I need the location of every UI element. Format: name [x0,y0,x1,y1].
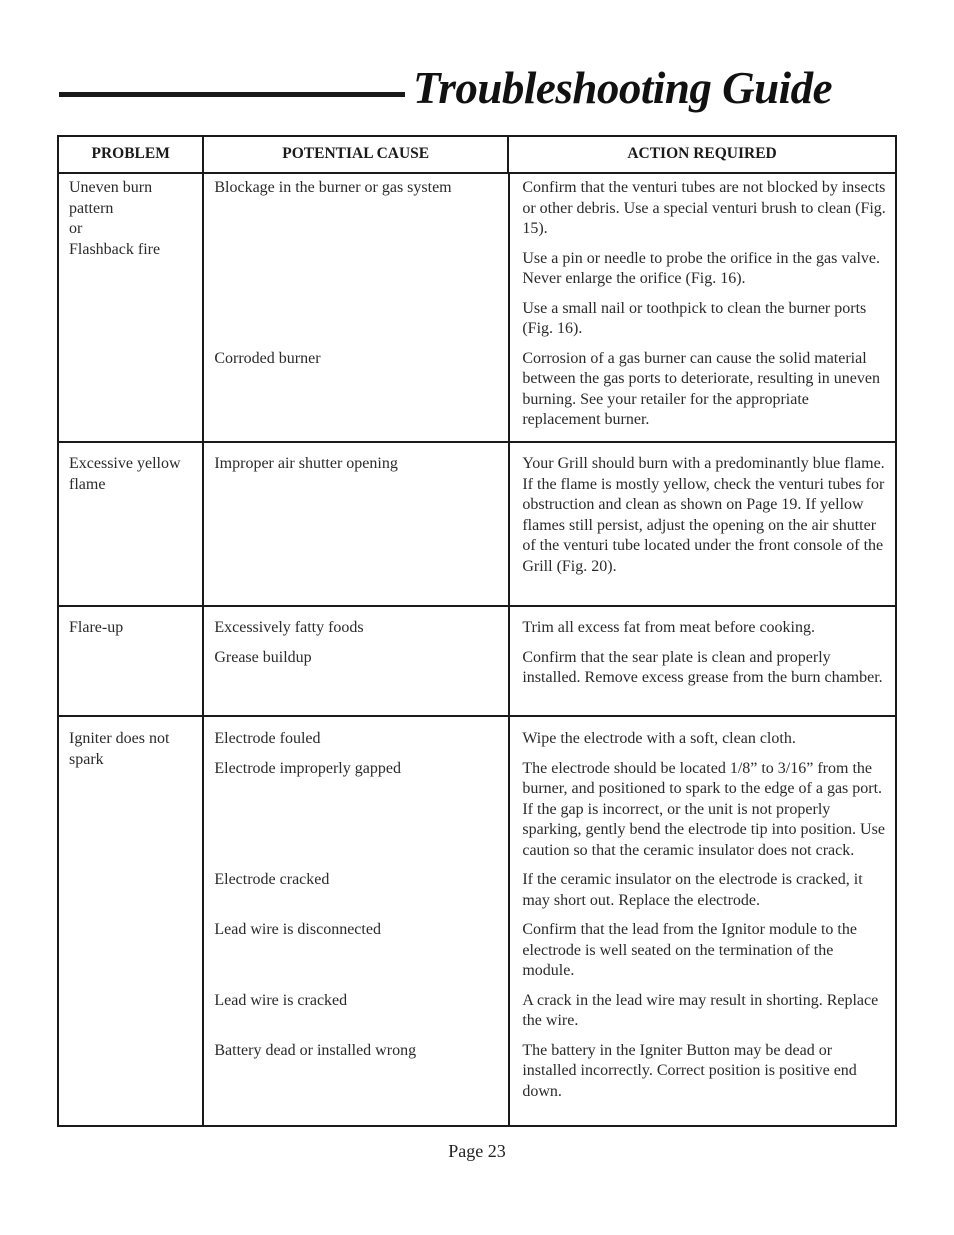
cause-action-pair [204,870,895,911]
action-required-text: Your Grill should burn with a predominantly blue flame. If the flame is mostly yellow, check the venturi tubes for obstruction and clean as shown on Page 19. If yellow flames still persist, adjust the opening on the air shutter of the venturi tube located under the front console of the Grill (Fig. 20). [522,455,885,575]
potential-cause-text: Electrode cracked [214,871,330,888]
problem-text: Excessive yellow flame [69,455,181,493]
potential-cause-text: Excessively fatty foods [214,619,364,636]
table-row [58,606,896,716]
cause-action-pair [204,729,895,750]
table-row [58,173,896,442]
problem-cell [58,716,203,1126]
action-required-text: A crack in the lead wire may result in shorting. Replace the wire. [522,991,879,1029]
cause-action-pair [204,349,895,431]
cause-action-cell [203,606,896,716]
problem-text: Uneven burn pattern or Flashback fire [69,179,161,258]
title-rule [59,92,405,97]
action-required-text: Corrosion of a gas burner can cause the solid material between the gas ports to deteriorate, resulting in uneven burning. See your retailer for the appropriate replacement burner. [522,349,881,428]
potential-cause-text: Lead wire is cracked [214,991,348,1009]
table-body [58,173,896,1126]
cause-action-pair [204,759,895,862]
action-required-text: The electrode should be located 1/8” to 3/16” from the burner, and positioned to spark to the edge of a gas port. If the gap is incorrect, or the unit is not properly sparking, gently bend the electrode tip into position. Use caution so that the ceramic insulator does not crack. [522,759,885,859]
potential-cause-text: Battery dead or installed wrong [214,1041,417,1059]
potential-cause-text [204,299,508,340]
action-required-text: Use a small nail or toothpick to clean the burner ports (Fig. 16). [522,299,867,337]
potential-cause-text: Blockage in the burner or gas system [214,179,452,196]
cause-action-pair [204,648,895,689]
cause-action-pair [204,454,895,577]
action-required-text: The battery in the Igniter Button may be dead or installed incorrectly. Correct position is positive end down. [522,1041,857,1100]
cause-action-pair [204,299,895,340]
cause-action-cell [203,442,896,606]
column-header-problem: PROBLEM [58,136,203,173]
action-required-text: Confirm that the venturi tubes are not blocked by insects or other debris. Use a special venturi brush to clean (Fig. 15). [522,179,886,237]
page-number: Page 23 [448,1141,506,1161]
problem-cell [58,173,203,442]
action-required-text: Confirm that the lead from the Ignitor module to the electrode is well seated on the termination of the module. [522,921,857,979]
cause-action-pair [204,1041,895,1103]
table-row [58,442,896,606]
cause-action-pair [204,178,895,240]
cause-action-cell [203,716,896,1126]
potential-cause-text: Grease buildup [214,648,312,666]
action-required-text: If the ceramic insulator on the electrode is cracked, it may short out. Replace the electrode. [522,871,863,909]
troubleshooting-table [57,135,897,1127]
column-header-action-required: ACTION REQUIRED [508,136,896,173]
cause-action-pair [204,249,895,290]
action-required-text: Use a pin or needle to probe the orifice in the gas valve. Never enlarge the orifice (Fig. 16). [522,249,880,287]
potential-cause-text: Electrode improperly gapped [214,759,401,777]
potential-cause-text: Lead wire is disconnected [214,921,381,938]
potential-cause-text: Improper air shutter opening [214,455,398,472]
potential-cause-text: Corroded burner [214,349,321,367]
potential-cause-text [204,249,508,290]
action-required-text: Confirm that the sear plate is clean and properly installed. Remove excess grease from the burn chamber. [522,648,883,686]
potential-cause-text: Electrode fouled [214,730,321,747]
action-required-text: Wipe the electrode with a soft, clean cloth. [522,730,796,747]
cause-action-pair [204,920,895,982]
table-header-row [58,136,896,173]
cause-action-pair [204,618,895,639]
problem-cell [58,606,203,716]
cause-action-cell [203,173,896,442]
cause-action-pair [204,991,895,1032]
column-header-potential-cause: POTENTIAL CAUSE [203,136,508,173]
problem-text: Igniter does not spark [69,730,170,768]
table-row [58,716,896,1126]
problem-cell [58,442,203,606]
action-required-text: Trim all excess fat from meat before cooking. [522,619,815,636]
problem-text: Flare-up [69,619,124,636]
page-title: Troubleshooting Guide [413,63,833,113]
